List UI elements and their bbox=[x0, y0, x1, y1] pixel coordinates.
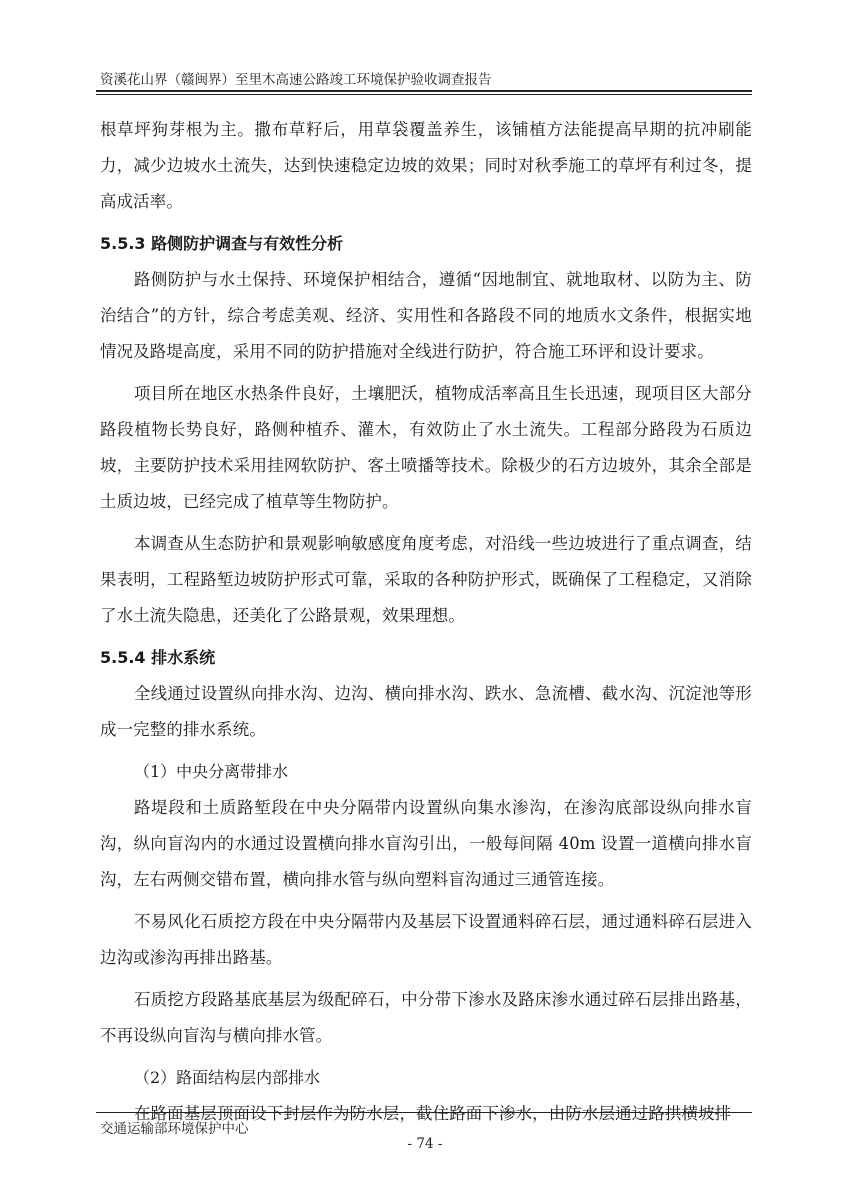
paragraph: 路侧防护与水土保持、环境保护相结合，遵循“因地制宜、就地取材、以防为主、防治结合”的方针，综合考虑美观、经济、实用性和各路段不同的地质水文条件，根据实地情况及路堤高度，采用不同的防护措施对全线进行防护，符合施工环评和设计要求。 bbox=[100, 270, 752, 361]
header-rule bbox=[96, 90, 752, 92]
document-body bbox=[100, 112, 752, 1132]
paragraph: 路堤段和土质路堑段在中央分隔带内设置纵向集水渗沟，在渗沟底部设纵向排水盲沟，纵向盲沟内的水通过设置横向排水盲沟引出，一般每间隔 40m 设置一道横向排水盲沟，左右两侧交错布置，横向排水管与纵向塑料盲沟通过三通管连接。 bbox=[100, 798, 752, 889]
paragraph: 在路面基层顶面设下封层作为防水层，截住路面下渗水，由防水层通过路拱横坡排 bbox=[134, 1104, 732, 1123]
paragraph: 本调查从生态防护和景观影响敏感度角度考虑，对沿线一些边坡进行了重点调查，结果表明，工程路堑边坡防护形式可靠，采取的各种防护形式，既确保了工程稳定，又消除了水土流失隐患，还美化了公路景观，效果理想。 bbox=[100, 534, 752, 625]
subheading-median-drainage: （1）中央分离带排水 bbox=[134, 762, 289, 781]
section-heading-5-5-3: 5.5.3 路侧防护调查与有效性分析 bbox=[100, 234, 344, 253]
footer-organization: 交通运输部环境保护中心 bbox=[100, 1121, 249, 1137]
paragraph: 不易风化石质挖方段在中央分隔带内及基层下设置通料碎石层，通过通料碎石层进入边沟或渗沟再排出路基。 bbox=[100, 912, 752, 967]
paragraph-continuation: 根草坪狗芽根为主。撒布草籽后，用草袋覆盖养生，该铺植方法能提高早期的抗冲刷能力，减少边坡水土流失，达到快速稳定边坡的效果；同时对秋季施工的草坪有利过冬，提高成活率。 bbox=[100, 120, 752, 211]
paragraph: 石质挖方段路基底基层为级配碎石，中分带下渗水及路床渗水通过碎石层排出路基，不再设纵向盲沟与横向排水管。 bbox=[100, 990, 752, 1045]
paragraph: 全线通过设置纵向排水沟、边沟、横向排水沟、跌水、急流槽、截水沟、沉淀池等形成一完整的排水系统。 bbox=[100, 684, 752, 739]
paragraph: 项目所在地区水热条件良好，土壤肥沃，植物成活率高且生长迅速，现项目区大部分路段植物长势良好，路侧种植乔、灌木，有效防止了水土流失。工程部分路段为石质边坡，主要防护技术采用挂网软防护、客土喷播等技术。除极少的石方边坡外，其余全部是土质边坡，已经完成了植草等生物防护。 bbox=[100, 384, 752, 511]
page-header-title: 资溪花山界（赣闽界）至里木高速公路竣工环境保护验收调查报告 bbox=[100, 72, 492, 88]
section-heading-5-5-4: 5.5.4 排水系统 bbox=[100, 648, 216, 667]
footer-rule bbox=[96, 1112, 752, 1113]
subheading-pavement-drainage: （2）路面结构层内部排水 bbox=[134, 1068, 321, 1087]
header-rule-thin bbox=[96, 94, 752, 95]
page-number: - 74 - bbox=[407, 1136, 443, 1152]
